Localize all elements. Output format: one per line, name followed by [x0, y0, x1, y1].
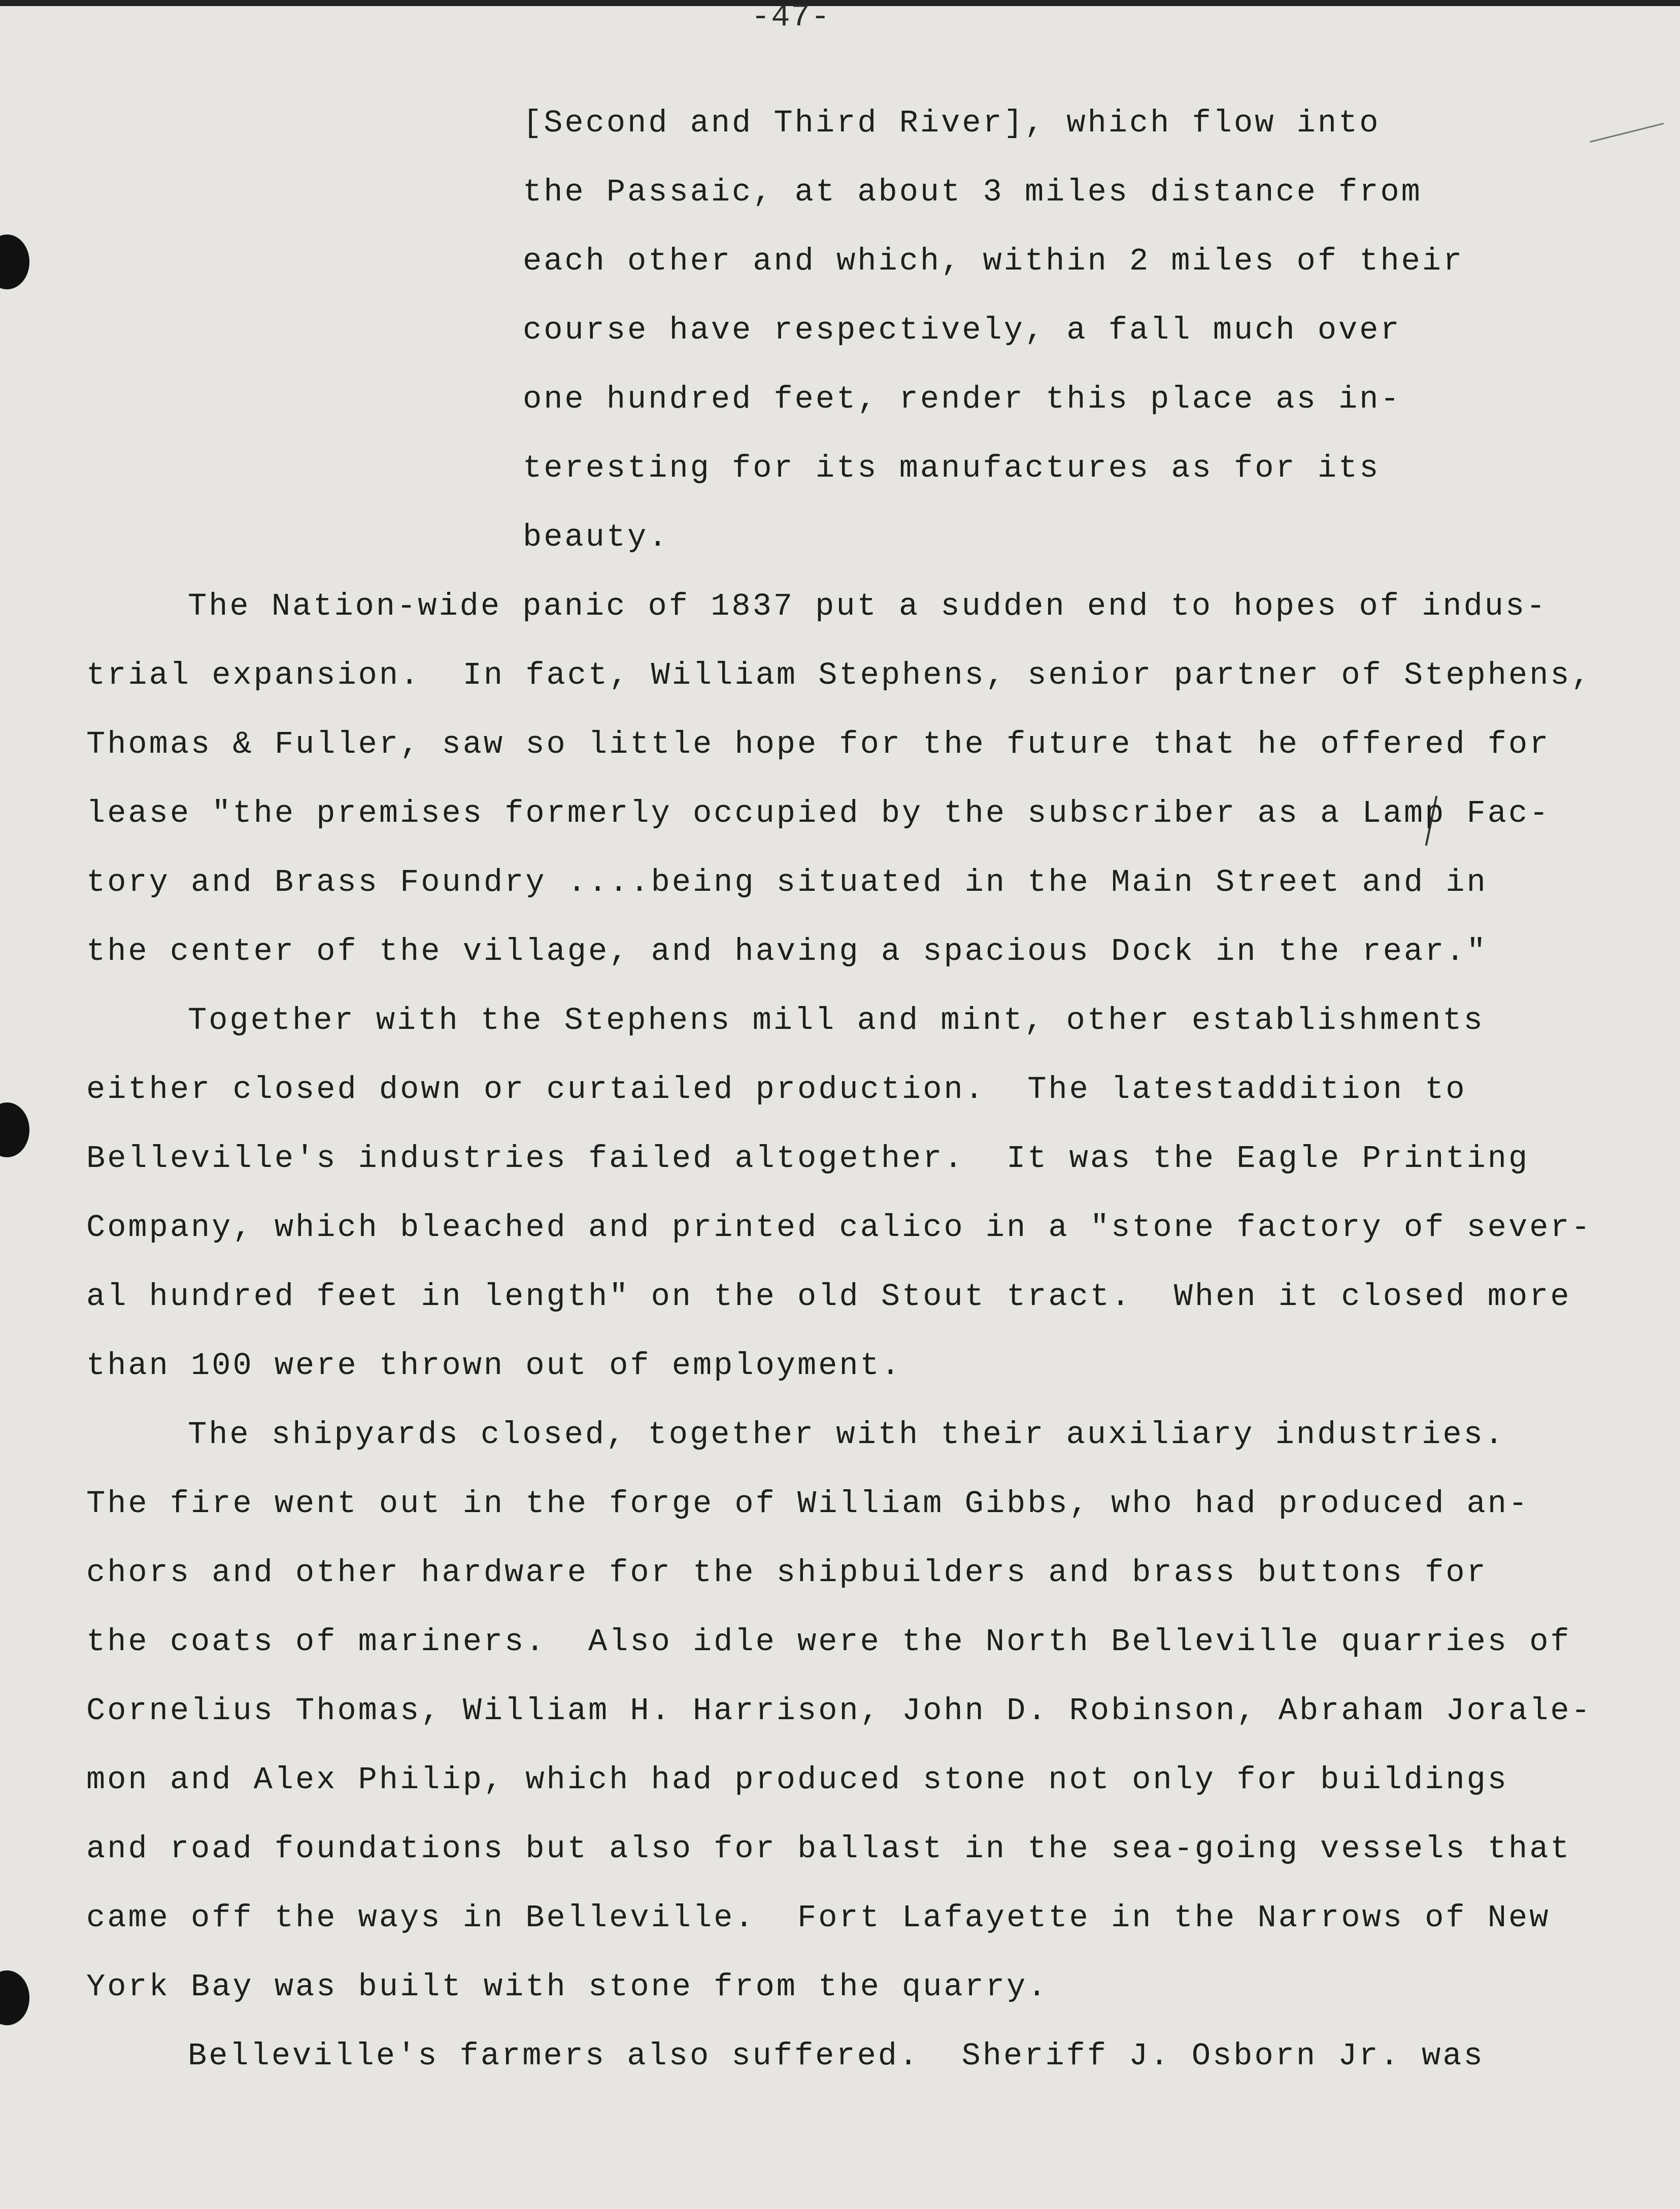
quote-line: each other and which, within 2 miles of their — [523, 243, 1464, 279]
paragraph-line: either closed down or curtailed production. The latestaddition to — [86, 1072, 1467, 1108]
paragraph-line: mon and Alex Philip, which had produced stone not only for buildings — [86, 1762, 1509, 1798]
quote-line: course have respectively, a fall much over — [523, 312, 1401, 348]
paragraph-line: al hundred feet in length" on the old Stout tract. When it closed more — [86, 1279, 1571, 1315]
quote-line: one hundred feet, render this place as in- — [523, 381, 1401, 417]
quote-line: beauty. — [523, 519, 669, 555]
paragraph-line: the coats of mariners. Also idle were the North Belleville quarries of — [86, 1624, 1571, 1660]
paragraph-line: came off the ways in Belleville. Fort Lafayette in the Narrows of New — [86, 1900, 1551, 1936]
binder-hole-top — [0, 235, 29, 289]
paragraph-line: the center of the village, and having a spacious Dock in the rear." — [86, 933, 1488, 969]
paragraph-line: The shipyards closed, together with their auxiliary industries. — [188, 1417, 1505, 1453]
binder-hole-bottom — [0, 1970, 29, 2025]
paragraph-line: trial expansion. In fact, William Stephens, senior partner of Stephens, — [86, 657, 1592, 693]
quote-line: teresting for its manufactures as for its — [523, 450, 1381, 486]
paragraph-line: Thomas & Fuller, saw so little hope for the future that he offered for — [86, 726, 1551, 762]
paragraph-line: Belleville's farmers also suffered. Sheriff J. Osborn Jr. was — [188, 2038, 1485, 2074]
paragraph-line: Belleville's industries failed altogether. It was the Eagle Printing — [86, 1141, 1530, 1177]
pencil-mark — [1590, 123, 1664, 143]
paragraph-line: and road foundations but also for ballast in the sea-going vessels that — [86, 1831, 1571, 1867]
binder-hole-middle — [0, 1102, 29, 1157]
paragraph-line: chors and other hardware for the shipbuilders and brass buttons for — [86, 1555, 1488, 1591]
paragraph-line: The Nation-wide panic of 1837 put a sudden end to hopes of indus- — [188, 588, 1548, 624]
quote-line: the Passaic, at about 3 miles distance from — [523, 174, 1422, 210]
paragraph-line: The fire went out in the forge of William Gibbs, who had produced an- — [86, 1486, 1530, 1522]
paragraph-line: tory and Brass Foundry ....being situated in the Main Street and in — [86, 864, 1488, 900]
quote-line: [Second and Third River], which flow into — [523, 105, 1381, 141]
paragraph-line: Together with the Stephens mill and mint, other establishments — [188, 1002, 1485, 1039]
paragraph-line: Company, which bleached and printed calico in a "stone factory of sever- — [86, 1210, 1592, 1246]
paragraph-line: lease "the premises formerly occupied by the subscriber as a Lamp Fac- — [86, 795, 1551, 831]
paragraph-line: York Bay was built with stone from the quarry. — [86, 1969, 1049, 2005]
page-number: -47- — [751, 0, 831, 35]
paragraph-line: Cornelius Thomas, William H. Harrison, John D. Robinson, Abraham Jorale- — [86, 1693, 1592, 1729]
paragraph-line: than 100 were thrown out of employment. — [86, 1348, 902, 1384]
